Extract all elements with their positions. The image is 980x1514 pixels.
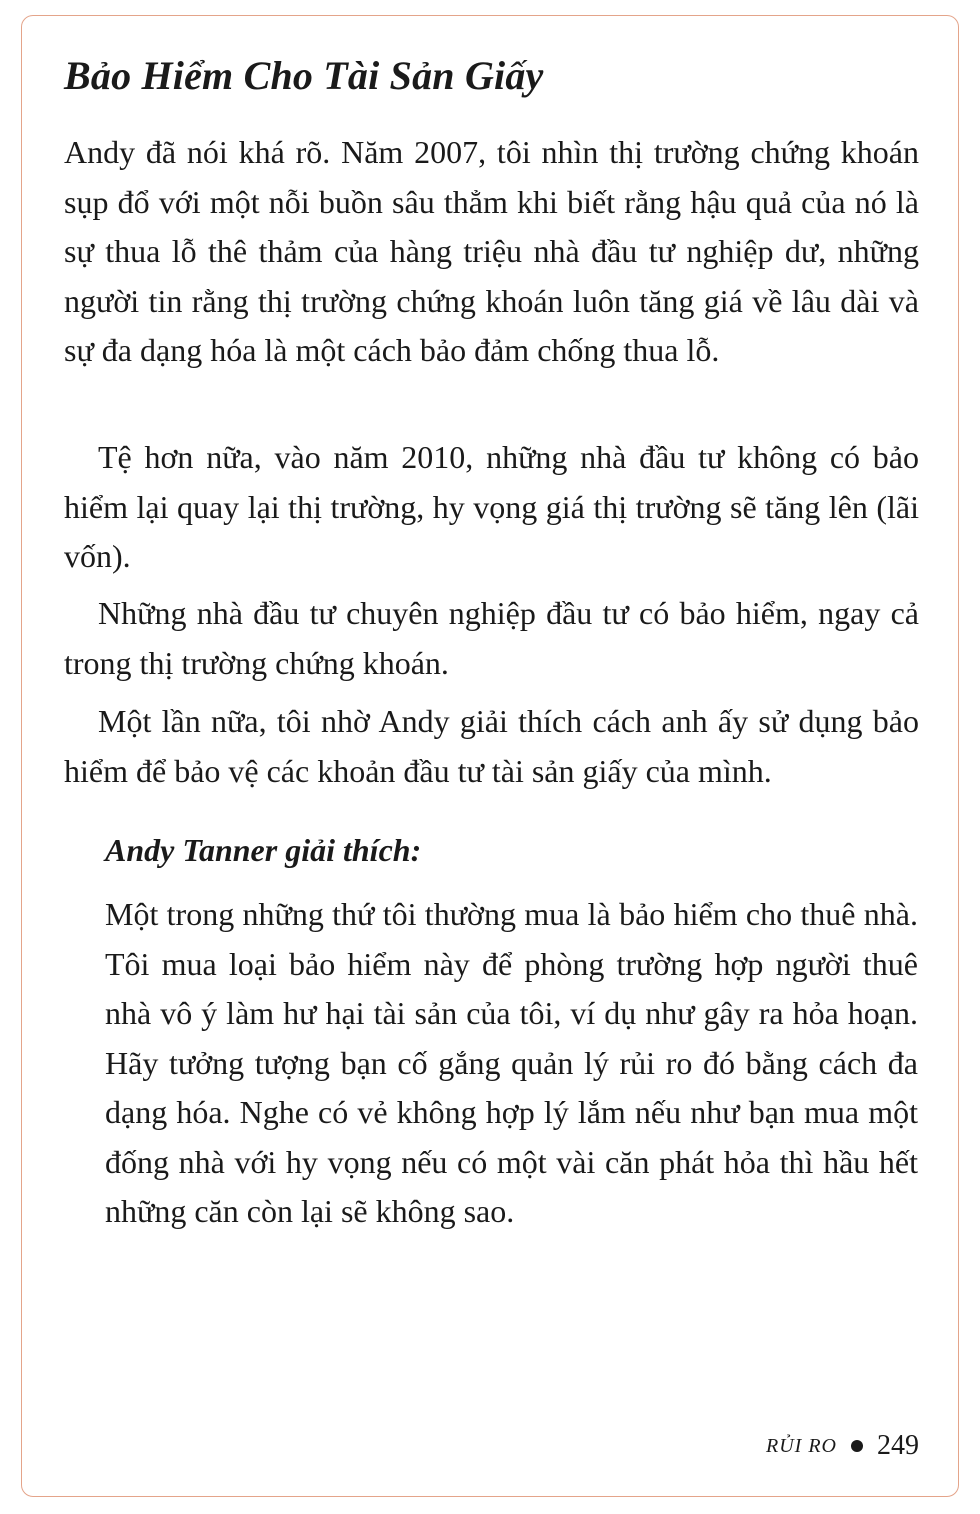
body-paragraph-2: Tệ hơn nữa, vào năm 2010, những nhà đầu tư không có bảo hiểm lại quay lại thị trường, hy vọng giá thị trường sẽ tăng lên (lãi vốn). xyxy=(64,439,919,574)
body-paragraph-3: Những nhà đầu tư chuyên nghiệp đầu tư có bảo hiểm, ngay cả trong thị trường chứng khoán. xyxy=(64,595,919,681)
section-title: Bảo Hiểm Cho Tài Sản Giấy xyxy=(64,53,544,98)
body-paragraph-1: Andy đã nói khá rõ. Năm 2007, tôi nhìn thị trường chứng khoán sụp đổ với một nỗi buồn sâu thẳm khi biết rằng hậu quả của nó là sự thua lỗ thê thảm của hàng triệu nhà đầu tư nghiệp dư, những người tin rằng thị trường chứng khoán luôn tăng giá về lâu dài và sự đa dạng hóa là một cách bảo đảm chống thua lỗ. xyxy=(64,134,919,368)
bullet-separator-icon xyxy=(851,1440,863,1452)
body-paragraph-4: Một lần nữa, tôi nhờ Andy giải thích cách anh ấy sử dụng bảo hiểm để bảo vệ các khoản đầu tư tài sản giấy của mình. xyxy=(64,703,919,789)
page-number: 249 xyxy=(877,1430,919,1461)
quote-heading: Andy Tanner giải thích: xyxy=(105,832,422,868)
page-footer xyxy=(766,1430,919,1462)
quote-paragraph: Một trong những thứ tôi thường mua là bảo hiểm cho thuê nhà. Tôi mua loại bảo hiểm này để phòng trường hợp người thuê nhà vô ý làm hư hại tài sản của tôi, ví dụ như gây ra hỏa hoạn. Hãy tưởng tượng bạn cố gắng quản lý rủi ro đó bằng cách đa dạng hóa. Nghe có vẻ không hợp lý lắm nếu như bạn mua một đống nhà với hy vọng nếu có một vài căn phát hỏa thì hầu hết những căn còn lại sẽ không sao. xyxy=(105,896,918,1229)
running-head: RỦI RO xyxy=(766,1434,837,1457)
